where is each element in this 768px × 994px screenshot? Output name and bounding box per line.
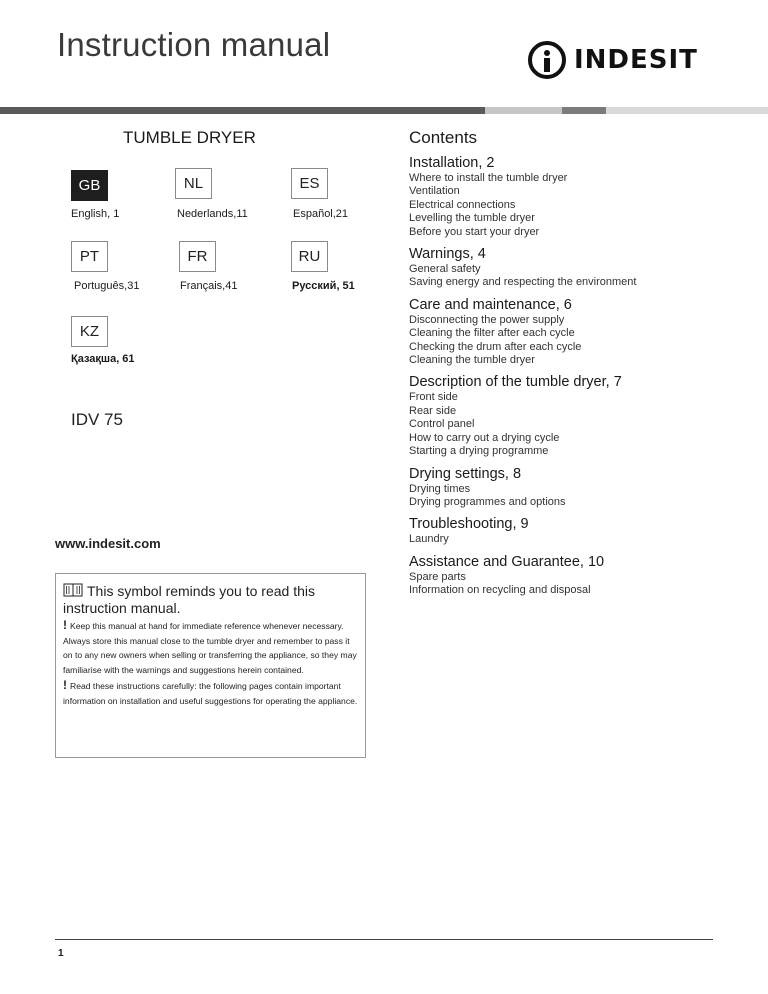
contents-item[interactable]: Before you start your dryer [409, 225, 540, 238]
brand-name: INDESIT [574, 45, 698, 75]
notice-paragraph [63, 678, 358, 708]
brand-logo [528, 36, 698, 84]
notice-headline [63, 583, 358, 617]
contents-section-heading[interactable]: Troubleshooting, 9 [409, 516, 529, 533]
warning-mark: ! [63, 618, 67, 632]
contents-item[interactable]: Levelling the tumble dryer [409, 212, 535, 225]
notice-paragraph-text: Keep this manual at hand for immediate reference whenever necessary. Always store this manual close to the tumble dryer and remember to pass it on to any new owners when selling or transferring the appliance, so they may familiarise with the warnings and suggestions herein contained. [63, 621, 357, 675]
document-title: Instruction manual [57, 26, 331, 63]
contents-section [409, 154, 749, 239]
contents-section [409, 465, 749, 510]
contents-section-heading[interactable]: Assistance and Guarantee, 10 [409, 553, 605, 570]
contents-list [409, 154, 749, 604]
contents-item[interactable]: General safety [409, 263, 481, 276]
contents-section-heading[interactable]: Drying settings, 8 [409, 465, 522, 482]
contents-item[interactable]: Disconnecting the power supply [409, 313, 565, 326]
contents-item[interactable]: Starting a drying programme [409, 445, 549, 458]
website-link[interactable]: www.indesit.com [55, 536, 161, 551]
contents-section [409, 373, 749, 458]
lang-label-ru[interactable]: Русский, 51 [292, 280, 355, 292]
lang-box-ru[interactable]: RU [291, 241, 328, 272]
header-rule-dark [0, 107, 485, 114]
header-rule-light [485, 107, 562, 114]
book-icon [63, 583, 83, 597]
contents-item[interactable]: Where to install the tumble dryer [409, 172, 568, 184]
notice-paragraph-text: Read these instructions carefully: the following pages contain important information on installation and useful suggestions for operating the appliance. [63, 681, 358, 706]
notice-box [55, 573, 366, 758]
notice-headline-text: This symbol reminds you to read this instruction manual. [63, 583, 315, 616]
contents-item[interactable]: Ventilation [409, 185, 460, 198]
contents-item[interactable]: Drying times [409, 482, 471, 495]
contents-item[interactable]: How to carry out a drying cycle [409, 431, 560, 444]
lang-box-kz[interactable]: KZ [71, 316, 108, 347]
lang-label-kz[interactable]: Қазақша, 61 [71, 353, 135, 365]
lang-label-nl[interactable]: Nederlands,11 [177, 208, 248, 220]
contents-section [409, 245, 749, 290]
contents-item[interactable]: Checking the drum after each cycle [409, 340, 582, 353]
notice-paragraph [63, 618, 358, 677]
contents-section-heading[interactable]: Description of the tumble dryer, 7 [409, 374, 622, 391]
contents-item[interactable]: Front side [409, 391, 458, 404]
contents-item[interactable]: Laundry [409, 533, 449, 546]
indesit-logo-icon [528, 41, 566, 79]
contents-item[interactable]: Electrical connections [409, 198, 516, 211]
contents-item[interactable]: Cleaning the filter after each cycle [409, 327, 575, 340]
warning-mark: ! [63, 678, 67, 693]
footer-rule [55, 939, 713, 940]
contents-section [409, 515, 749, 546]
lang-box-pt[interactable]: PT [71, 241, 108, 272]
lang-box-nl[interactable]: NL [175, 168, 212, 199]
lang-label-gb[interactable]: English, 1 [71, 208, 120, 220]
header-rule-pale [606, 107, 768, 114]
contents-section [409, 553, 749, 598]
lang-label-fr[interactable]: Français,41 [180, 280, 238, 292]
contents-item[interactable]: Drying programmes and options [409, 495, 566, 508]
product-type: TUMBLE DRYER [123, 128, 256, 147]
contents-item[interactable]: Rear side [409, 404, 457, 417]
page-number: 1 [58, 948, 64, 959]
contents-section [409, 296, 749, 368]
header-rule-mid [562, 107, 606, 114]
contents-item[interactable]: Control panel [409, 418, 475, 431]
contents-item[interactable]: Saving energy and respecting the environment [409, 276, 637, 289]
contents-section-heading[interactable]: Warnings, 4 [409, 246, 486, 263]
contents-section-heading[interactable]: Care and maintenance, 6 [409, 296, 572, 313]
lang-box-fr[interactable]: FR [179, 241, 216, 272]
contents-section-heading[interactable]: Installation, 2 [409, 155, 495, 171]
lang-label-pt[interactable]: Português,31 [74, 280, 140, 292]
lang-box-gb[interactable]: GB [71, 170, 108, 201]
contents-item[interactable]: Information on recycling and disposal [409, 584, 591, 597]
model-number: IDV 75 [71, 410, 123, 429]
contents-title: Contents [409, 128, 478, 147]
lang-label-es[interactable]: Español,21 [293, 208, 349, 220]
contents-item[interactable]: Spare parts [409, 570, 466, 583]
lang-box-es[interactable]: ES [291, 168, 328, 199]
contents-item[interactable]: Cleaning the tumble dryer [409, 354, 535, 367]
